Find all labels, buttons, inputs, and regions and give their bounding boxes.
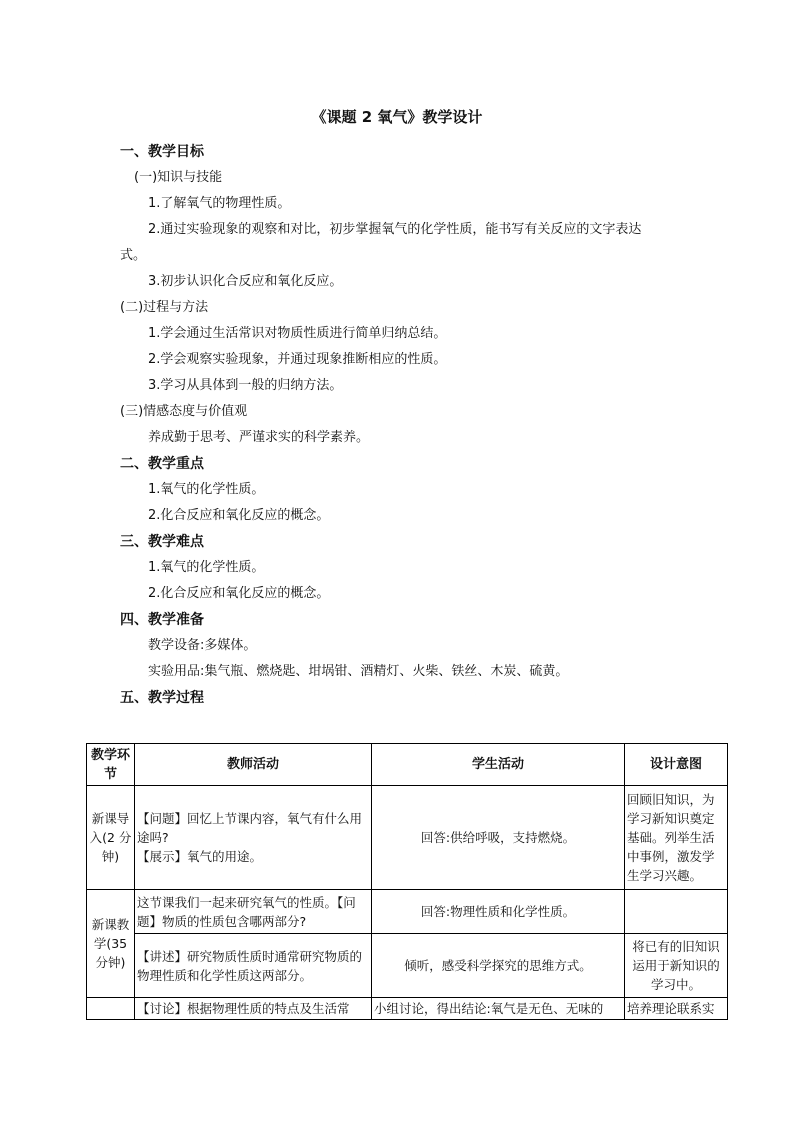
goal-item: 2.学会观察实验现象，并通过现象推断相应的性质。 xyxy=(148,352,447,367)
goal-item: 3.学习从具体到一般的归纳方法。 xyxy=(148,378,343,393)
header-student-activity: 学生活动 xyxy=(372,744,625,786)
design-intent-cell: 回顾旧知识，为学习新知识奠定基础。列举生活中事例，激发学生学习兴趣。 xyxy=(625,786,728,890)
goal-item: 1.学会通过生活常识对物质性质进行简单归纳总结。 xyxy=(148,326,447,341)
student-activity-cell: 回答:供给呼吸，支持燃烧。 xyxy=(372,786,625,890)
key-points-heading: 二、教学重点 xyxy=(120,456,204,472)
difficulty-item: 2.化合反应和氧化反应的概念。 xyxy=(148,586,330,601)
key-point-item: 1.氧气的化学性质。 xyxy=(148,482,265,497)
difficulty-heading: 三、教学难点 xyxy=(120,534,204,550)
teacher-activity-cell: 这节课我们一起来研究氧气的性质。【问题】物质的性质包含哪两部分? xyxy=(135,890,372,934)
key-point-item: 2.化合反应和氧化反应的概念。 xyxy=(148,508,330,523)
goal-item-continued: 式。 xyxy=(120,248,147,263)
goal-item: 1.了解氧气的物理性质。 xyxy=(148,196,291,211)
header-teacher-activity: 教师活动 xyxy=(135,744,372,786)
teacher-activity-cell: 【讲述】研究物质性质时通常研究物质的物理性质和化学性质这两部分。 xyxy=(135,934,372,998)
teacher-activity-cell: 【讨论】根据物理性质的特点及生活常 xyxy=(135,998,372,1020)
preparation-heading: 四、教学准备 xyxy=(120,612,204,628)
goal-sub-process: (二)过程与方法 xyxy=(120,300,209,315)
student-activity-cell: 小组讨论，得出结论:氧气是无色、无味的 xyxy=(372,998,625,1020)
design-intent-cell: 培养理论联系实 xyxy=(625,998,728,1020)
stage-cell: 新课教学(35 分钟) xyxy=(87,890,135,998)
table-row xyxy=(87,786,728,890)
teacher-activity-cell xyxy=(135,786,372,890)
table-header-row xyxy=(87,744,728,786)
goal-item: 3.初步认识化合反应和氧化反应。 xyxy=(148,274,343,289)
header-stage: 教学环节 xyxy=(87,744,135,786)
goal-item: 2.通过实验现象的观察和对比，初步掌握氧气的化学性质，能书写有关反应的文字表达 xyxy=(148,222,642,237)
teacher-activity-text: 【展示】氧气的用途。 xyxy=(137,849,263,864)
goal-sub-knowledge: (一)知识与技能 xyxy=(134,170,223,185)
preparation-item: 教学设备:多媒体。 xyxy=(148,638,257,653)
preparation-item: 实验用品:集气瓶、燃烧匙、坩埚钳、酒精灯、火柴、铁丝、木炭、硫黄。 xyxy=(148,664,569,679)
goal-item: 养成勤于思考、严谨求实的科学素养。 xyxy=(148,430,370,445)
stage-cell xyxy=(87,998,135,1020)
teaching-process-table xyxy=(86,743,728,1020)
stage-cell: 新课导入(2 分钟) xyxy=(87,786,135,890)
design-intent-cell: 将已有的旧知识运用于新知识的学习中。 xyxy=(625,934,728,998)
design-intent-cell xyxy=(625,890,728,934)
process-heading: 五、教学过程 xyxy=(120,690,204,706)
difficulty-item: 1.氧气的化学性质。 xyxy=(148,560,265,575)
document-title: 《课题 2 氧气》教学设计 xyxy=(311,108,483,126)
goal-heading: 一、教学目标 xyxy=(120,144,204,160)
table-row xyxy=(87,934,728,998)
student-activity-cell: 倾听，感受科学探究的思维方式。 xyxy=(372,934,625,998)
table-row xyxy=(87,998,728,1020)
goal-sub-attitude: (三)情感态度与价值观 xyxy=(120,404,248,419)
student-activity-cell: 回答:物理性质和化学性质。 xyxy=(372,890,625,934)
teacher-activity-text: 【问题】回忆上节课内容，氧气有什么用途吗? xyxy=(137,811,363,845)
table-row xyxy=(87,890,728,934)
header-design-intent: 设计意图 xyxy=(625,744,728,786)
